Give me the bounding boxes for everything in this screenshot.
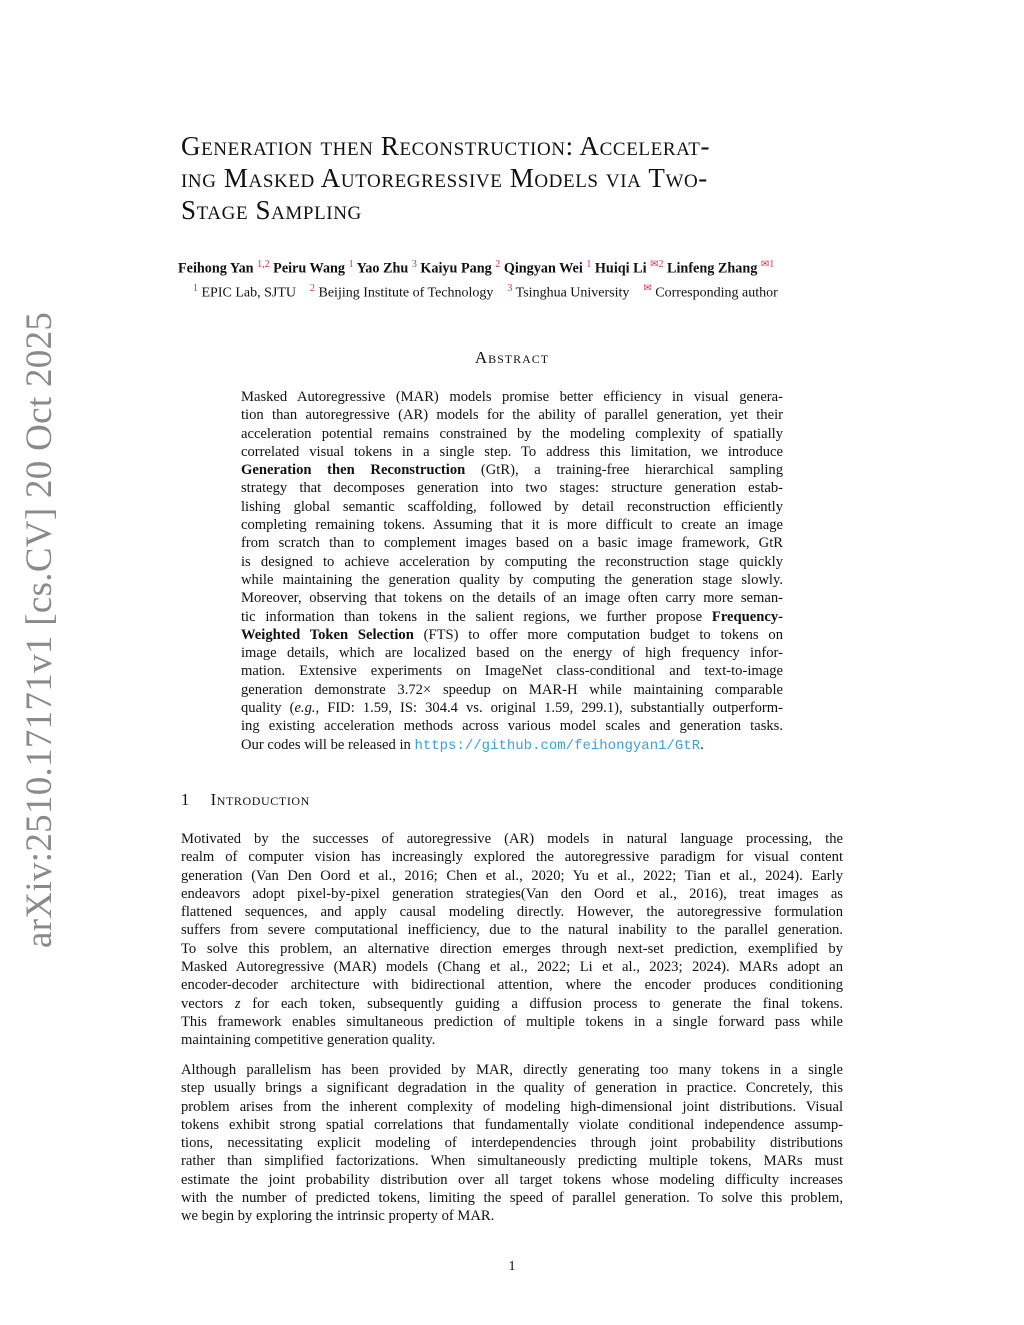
text-line: Motivated by the successes of autoregressive (AR) models in natural language processing, the — [181, 831, 843, 847]
abstract-heading: Abstract — [474, 348, 550, 367]
mail-icon: ✉ — [643, 283, 652, 294]
text-line: acceleration potential remains constrained by the modeling complexity of spatially — [241, 425, 783, 442]
text-line: tion than autoregressive (AR) models for the ability of parallel generation, yet their — [241, 407, 783, 424]
section-number: 1 — [181, 790, 190, 809]
text-line: Masked Autoregressive (MAR) models promise better efficiency in visual genera- — [241, 389, 783, 405]
author-name: Feihong Yan — [178, 260, 254, 277]
text-line: vectors z for each token, subsequently guiding a diffusion process to generate the final tokens. — [181, 995, 843, 1012]
author-name: Kaiyu Pang — [420, 260, 492, 277]
author-affiliation-mark: 1,2 — [257, 259, 270, 270]
text-line: image details, which are localized based on the energy of high frequency infor- — [241, 645, 783, 662]
text-line: Weighted Token Selection (FTS) to offer more computation budget to tokens on — [241, 626, 783, 643]
text-line: we begin by exploring the intrinsic property of MAR. — [181, 1208, 495, 1225]
text-line: estimate the joint probability distribution over all target tokens whose modeling difficulty increases — [181, 1171, 843, 1188]
arxiv-stamp: arXiv:2510.17171v1 [cs.CV] 20 Oct 2025 — [19, 311, 60, 948]
text-line: mation. Extensive experiments on ImageNet class-conditional and text-to-image — [241, 663, 783, 680]
text-line: generation (Van Den Oord et al., 2016; Chen et al., 2020; Yu et al., 2022; Tian et al., 2024). Early — [181, 867, 843, 884]
text-line: This framework enables simultaneous prediction of multiple tokens in a single forward pass while — [181, 1013, 843, 1030]
text-line: Moreover, observing that tokens on the details of an image often carry more seman- — [241, 590, 783, 607]
affiliation-mark: 2 — [310, 283, 315, 294]
text-line: endeavors adopt pixel-by-pixel generation strategies(Van den Oord et al., 2016), treat images as — [181, 885, 843, 902]
text-line: with the number of predicted tokens, limiting the speed of parallel generation. To solve this problem, — [181, 1190, 843, 1207]
paragraph — [181, 1061, 843, 1226]
page-number: 1 — [508, 1259, 516, 1274]
affiliation-name: Beijing Institute of Technology — [315, 285, 494, 301]
emphasis: Weighted Token Selection — [241, 626, 414, 643]
text-line: tic information than tokens in the salient regions, we further propose Frequency- — [241, 608, 783, 625]
text-line: realm of computer vision has increasingly explored the autoregressive paradigm for visual content — [181, 849, 843, 866]
text-line: tokens exhibit strong spatial correlations that fundamentally violate conditional independence assump- — [181, 1116, 843, 1133]
text-line: strategy that decomposes generation into two stages: structure generation estab- — [241, 480, 783, 497]
text-line: tions, necessitating explicit modeling of interdependencies through joint probability distributions — [181, 1135, 843, 1152]
emphasis: e.g., — [294, 700, 320, 717]
affiliation-list — [193, 283, 873, 302]
title-line: Generation then Reconstruction: Accelerat- — [181, 131, 711, 161]
affiliation-mark: 3 — [507, 283, 513, 294]
affiliation-name: Tsinghua University — [512, 285, 630, 301]
section-title: Introduction — [210, 790, 310, 809]
author-affiliation-mark: 3 — [411, 259, 417, 270]
author-affiliation-mark: ✉2 — [650, 259, 664, 270]
author-name: Huiqi Li — [594, 260, 647, 277]
author-name: Yao Zhu — [356, 260, 409, 277]
affiliation-mark: 1 — [193, 283, 198, 294]
text-line: To solve this problem, an alternative direction emerges through next-set prediction, exemplified by — [181, 940, 843, 957]
text-line: suffers from severe computational inefficiency, due to the natural inability to the parallel generation. — [181, 922, 843, 939]
author-affiliation-mark: 2 — [495, 259, 501, 270]
author-name: Linfeng Zhang — [667, 260, 758, 277]
text-line: problem arises from the inherent complexity of modeling high-dimensional joint distributions. Visual — [181, 1098, 843, 1115]
text-line: encoder-decoder architecture with bidirectional attention, where the encoder produces conditioning — [181, 977, 843, 994]
title-line: Stage Sampling — [181, 195, 362, 225]
text-line: flattened sequences, and apply causal modeling directly. However, the autoregressive formulation — [181, 904, 843, 921]
text-line: while maintaining the generation quality by computing the generation stage slowly. — [241, 571, 783, 588]
author-affiliation-mark: 1 — [586, 259, 592, 270]
text-line: rather than simplified factorizations. When simultaneously predicting multiple tokens, MARs must — [181, 1153, 843, 1170]
author-affiliation-mark: ✉1 — [760, 259, 775, 270]
author-list — [178, 259, 858, 278]
emphasis: Generation then Reconstruction — [241, 462, 466, 479]
text-line: from scratch than to complement images based on a basic image framework, GtR — [241, 535, 783, 552]
emphasis: z — [234, 995, 241, 1012]
text-line: step usually brings a significant degradation in the quality of generation in practice. Concretely, this — [181, 1080, 843, 1097]
affiliation-name: Corresponding author — [651, 285, 778, 301]
code-link[interactable]: https://github.com/feihongyan1/GtR — [414, 737, 701, 754]
text-line: Although parallelism has been provided by MAR, directly generating too many tokens in a single — [181, 1062, 843, 1078]
text-line: is designed to achieve acceleration by computing the reconstruction stage quickly — [241, 553, 783, 570]
text-line: Generation then Reconstruction (GtR), a training-free hierarchical sampling — [241, 462, 783, 479]
author-affiliation-mark: 1 — [348, 259, 354, 270]
text-line: Masked Autoregressive (MAR) models (Chang et al., 2022; Li et al., 2023; 2024). MARs adopt an — [181, 959, 843, 976]
text-line: maintaining competitive generation quality. — [181, 1032, 436, 1049]
text-line: quality (e.g., FID: 1.59, IS: 304.4 vs. original 1.59, 299.1), substantially outperform- — [241, 700, 783, 717]
text-line: generation demonstrate 3.72× speedup on MAR-H while maintaining comparable — [241, 681, 783, 698]
paragraph — [181, 830, 843, 1050]
section-heading — [181, 790, 310, 810]
text-line: ing existing acceleration methods across various model scales and generation tasks. — [241, 718, 783, 735]
author-name: Qingyan Wei — [503, 260, 583, 277]
text-line: Our codes will be released in https://github.com/feihongyan1/GtR. — [241, 736, 704, 754]
title-line: ing Masked Autoregressive Models via Two- — [181, 163, 708, 193]
affiliation-name: EPIC Lab, SJTU — [198, 285, 296, 301]
text-line: lishing global semantic scaffolding, followed by detail reconstruction efficiently — [241, 498, 783, 515]
emphasis: Frequency- — [711, 608, 783, 625]
paper-title — [181, 130, 851, 226]
abstract-body — [241, 388, 783, 755]
text-line: correlated visual tokens in a single step. To address this limitation, we introduce — [241, 443, 783, 460]
text-line: completing remaining tokens. Assuming that it is more difficult to create an image — [241, 517, 783, 534]
author-name: Peiru Wang — [273, 260, 346, 277]
